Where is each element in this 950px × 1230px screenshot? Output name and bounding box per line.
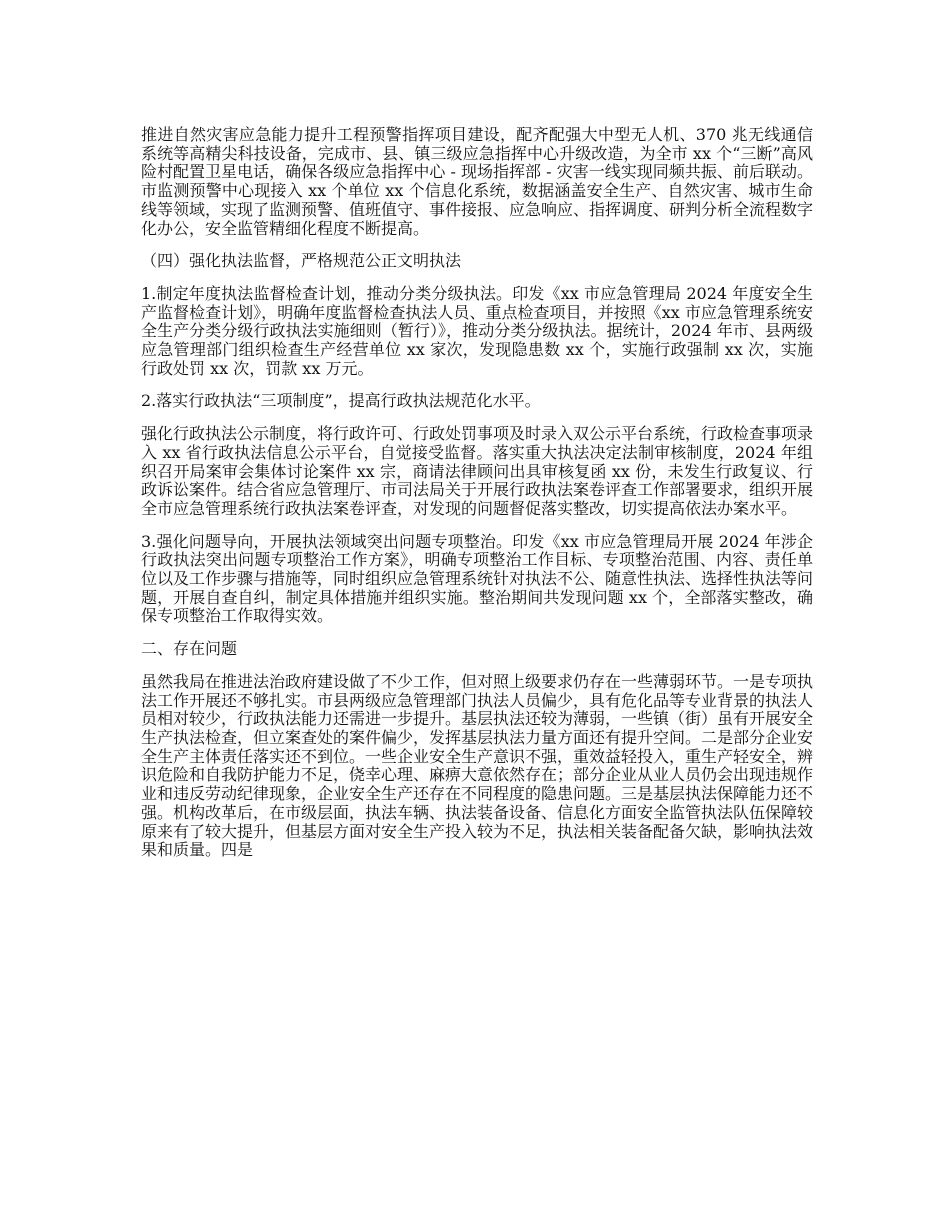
paragraph-existing-problems: 虽然我局在推进法治政府建设做了不少工作，但对照上级要求仍存在一些薄弱环节。一是专项执法工作开展还不够扎实。市县两级应急管理部门执法人员偏少，具有危化品等专业背景的执法人员相对较少，行政执法能力还需进一步提升。基层执法还较为薄弱，一些镇（街）虽有开展安全生产执法检查，但立案查处的案件偏少，发挥基层执法力量方面还有提升空间。二是部分企业安全生产主体责任落实还不到位。一些企业安全生产意识不强，重效益轻投入，重生产轻安全，辨识危险和自我防护能力不足，侥幸心理、麻痹大意依然存在；部分企业从业人员仍会出现违规作业和违反劳动纪律现象，企业安全生产还存在不同程度的隐患问题。三是基层执法保障能力还不强。机构改革后，在市级层面，执法车辆、执法装备设备、信息化方面安全监管执法队伍保障较原来有了较大提升，但基层方面对安全生产投入较为不足，执法相关装备配备欠缺，影响执法效果和质量。四是 bbox=[141, 671, 814, 860]
paragraph-special-rectification: 3.强化问题导向，开展执法领域突出问题专项整治。印发《xx 市应急管理局开展 2024 年涉企行政执法突出问题专项整治工作方案》，明确专项整治工作目标、专项整治范围、内容、责任单位以及工作步骤与措施等，同时组织应急管理系统针对执法不公、随意性执法、选择性执法等问题，开展自查自纠，制定具体措施并组织实施。整治期间共发现问题 xx 个，全部落实整改，确保专项整治工作取得实效。 bbox=[141, 531, 814, 626]
section-heading-enforcement: （四）强化执法监督，严格规范公正文明执法 bbox=[141, 251, 462, 271]
paragraph-disclosure-system: 强化行政执法公示制度，将行政许可、行政处罚事项及时录入双公示平台系统，行政检查事项录入 xx 省行政执法信息公示平台，自觉接受监督。落实重大执法决定法制审核制度，2024 年组织召开局案审会集体讨论案件 xx 宗，商请法律顾问出具审核复函 xx 份，未发生行政复议、行政诉讼案件。结合省应急管理厅、市司法局关于开展行政执法案卷评查工作部署要求，组织开展全市应急管理系统行政执法案卷评查，对发现的问题督促落实整改，切实提高依法办案水平。 bbox=[141, 424, 814, 518]
paragraph-command-center: 推进自然灾害应急能力提升工程预警指挥项目建设，配齐配强大中型无人机、370 兆无线通信系统等高精尖科技设备，完成市、县、镇三级应急指挥中心升级改造，为全市 xx 个“三断”高风险村配置卫星电话，确保各级应急指挥中心 - 现场指挥部 - 灾害一线实现同频共振、前后联动。市监测预警中心现接入 xx 个单位 xx 个信息化系统，数据涵盖安全生产、自然灾害、城市生命线等领域，实现了监测预警、值班值守、事件接报、应急响应、指挥调度、研判分析全流程数字化办公，安全监管精细化程度不断提高。 bbox=[141, 125, 814, 238]
section-heading-problems: 二、存在问题 bbox=[141, 639, 238, 659]
document-page bbox=[141, 126, 813, 860]
paragraph-annual-plan: 1.制定年度执法监督检查计划，推动分类分级执法。印发《xx 市应急管理局 2024 年度安全生产监督检查计划》，明确年度监督检查执法人员、重点检查项目，并按照《xx 市应急管理系统安全生产分类分级行政执法实施细则（暂行）》，推动分类分级执法。据统计，2024 年市、县两级应急管理部门组织检查生产经营单位 xx 家次，发现隐患数 xx 个，实施行政强制 xx 次，实施行政处罚 xx 次，罚款 xx 万元。 bbox=[141, 283, 813, 378]
subheading-three-systems: 2.落实行政执法“三项制度”，提高行政执法规范化水平。 bbox=[141, 391, 541, 411]
